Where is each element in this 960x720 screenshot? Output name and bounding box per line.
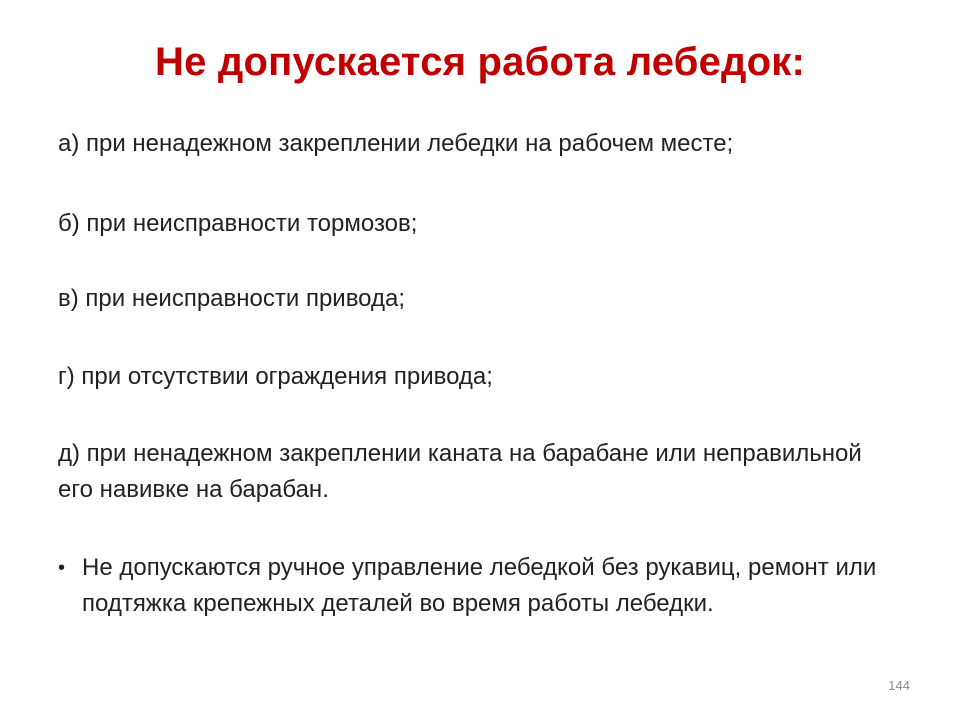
slide-title: Не допускается работа лебедок: <box>155 40 805 84</box>
bullet-note-text: Не допускаются ручное управление лебедкой без рукавиц, ремонт или подтяжка крепежных деталей во время работы лебедки. <box>82 554 877 617</box>
list-item-e: д) при ненадежном закреплении каната на барабане или неправильной его навивке на барабан. <box>58 440 862 503</box>
list-item-d: г) при отсутствии ограждения привода; <box>58 363 493 390</box>
list-item-c: в) при неисправности привода; <box>58 285 406 312</box>
list-item-a: а) при ненадежном закреплении лебедки на рабочем месте; <box>58 130 734 157</box>
page-number: 144 <box>888 678 910 693</box>
list-item-b: б) при неисправности тормозов; <box>58 210 418 237</box>
bullet-marker-icon: • <box>58 557 66 579</box>
bullet-note <box>58 550 878 622</box>
